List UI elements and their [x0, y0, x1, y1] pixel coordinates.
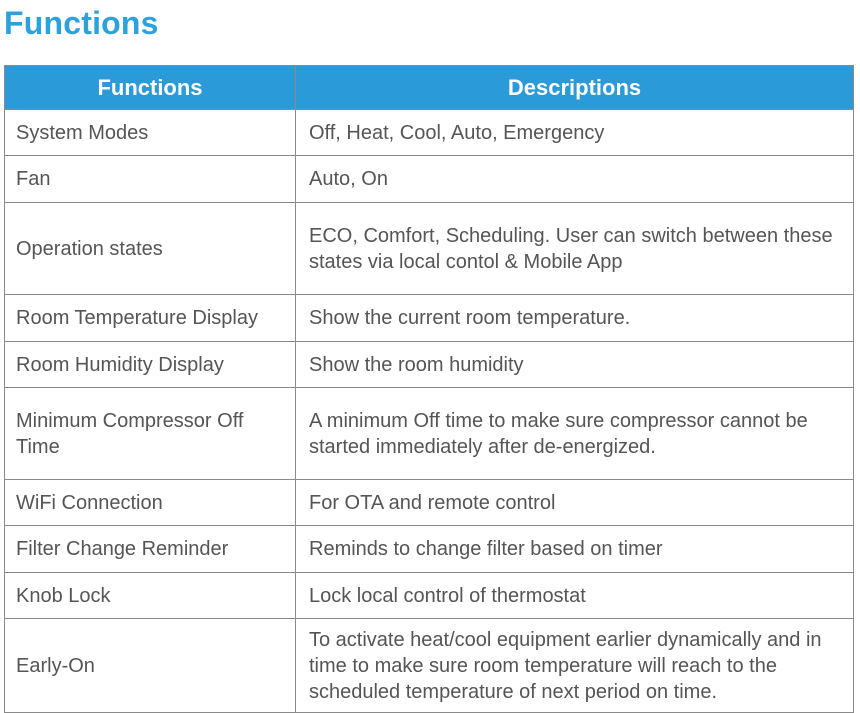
table-row	[5, 619, 854, 713]
function-cell: Knob Lock	[5, 573, 296, 619]
description-cell: To activate heat/cool equipment earlier dynamically and in time to make sure room temperature will reach to the scheduled temperature of next period on time.	[296, 619, 854, 713]
table-row	[5, 526, 854, 573]
function-cell: WiFi Connection	[5, 480, 296, 526]
description-cell: Show the current room temperature.	[296, 295, 854, 342]
function-cell: Early-On	[5, 619, 296, 713]
function-cell: Fan	[5, 156, 296, 203]
table-row	[5, 203, 854, 295]
function-cell: Room Humidity Display	[5, 342, 296, 388]
function-cell: Minimum Compressor Off Time	[5, 388, 296, 480]
function-cell: Room Temperature Display	[5, 295, 296, 342]
table-row	[5, 388, 854, 480]
table-row	[5, 342, 854, 388]
description-cell: Reminds to change filter based on timer	[296, 526, 854, 573]
description-cell: Off, Heat, Cool, Auto, Emergency	[296, 110, 854, 156]
table-row	[5, 295, 854, 342]
functions-column-header: Functions	[5, 66, 296, 110]
table-row	[5, 156, 854, 203]
description-cell: For OTA and remote control	[296, 480, 854, 526]
description-cell: A minimum Off time to make sure compressor cannot be started immediately after de-energized.	[296, 388, 854, 480]
function-cell: Operation states	[5, 203, 296, 295]
function-cell: Filter Change Reminder	[5, 526, 296, 573]
table-header-row	[5, 66, 854, 110]
description-cell: ECO, Comfort, Scheduling. User can switch between these states via local contol & Mobile App	[296, 203, 854, 295]
description-cell: Show the room humidity	[296, 342, 854, 388]
table-row	[5, 480, 854, 526]
description-cell: Lock local control of thermostat	[296, 573, 854, 619]
function-cell: System Modes	[5, 110, 296, 156]
table-row	[5, 573, 854, 619]
table-row	[5, 110, 854, 156]
description-cell: Auto, On	[296, 156, 854, 203]
descriptions-column-header: Descriptions	[296, 66, 854, 110]
functions-table	[4, 65, 854, 713]
page-title: Functions	[4, 5, 159, 41]
